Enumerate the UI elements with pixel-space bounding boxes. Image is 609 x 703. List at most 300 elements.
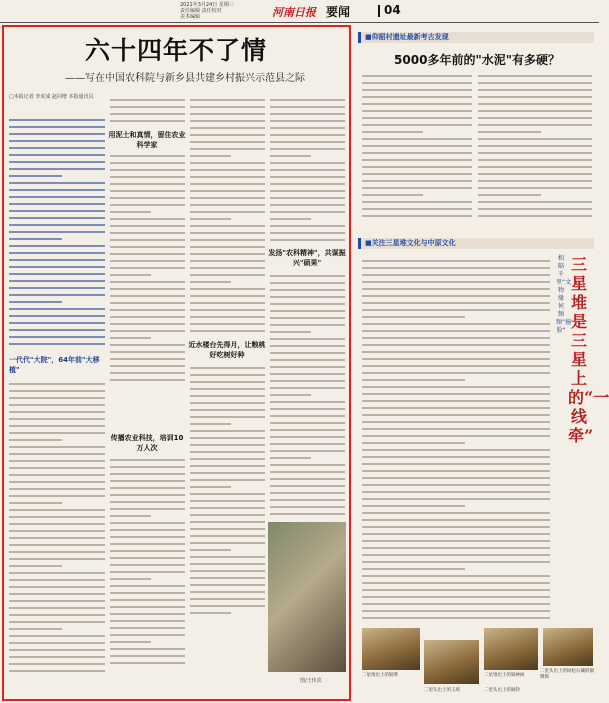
- artifact-caption-4: 二里头出土的绿松石镶嵌铜牌饰: [540, 669, 594, 680]
- text-line: [9, 509, 105, 512]
- page-number: 04: [384, 3, 401, 17]
- text-line: [110, 606, 185, 609]
- text-line: [9, 308, 105, 311]
- text-line: [190, 577, 265, 580]
- text-line: [9, 147, 105, 150]
- text-line: [9, 467, 105, 470]
- text-line: [190, 148, 265, 151]
- text-line: [270, 436, 345, 439]
- text-line: [190, 493, 265, 496]
- text-line: [110, 190, 185, 193]
- text-line: [362, 145, 472, 148]
- text-line: [9, 586, 105, 589]
- artifact-photo-3[interactable]: [484, 628, 538, 670]
- text-line: [110, 274, 151, 277]
- text-line: [362, 131, 423, 134]
- text-line: [270, 345, 345, 348]
- text-line: [9, 231, 105, 234]
- text-line: [190, 521, 265, 524]
- text-line: [110, 379, 185, 382]
- subhead-2: 传播农业科技，培训10万人次: [110, 434, 184, 452]
- vertical-headline[interactable]: 三星堆是三星上的“一线牵”: [568, 255, 609, 445]
- text-line: [190, 402, 265, 405]
- text-line: [270, 183, 345, 186]
- text-line: [9, 287, 105, 290]
- text-line: [478, 187, 592, 190]
- text-line: [9, 322, 105, 325]
- text-line: [9, 329, 105, 332]
- text-line: [190, 225, 265, 228]
- text-line: [270, 296, 345, 299]
- text-column-3b: [190, 362, 265, 617]
- text-line: [362, 386, 550, 389]
- text-line: [9, 635, 105, 638]
- text-line: [110, 529, 185, 532]
- text-line: [362, 365, 550, 368]
- text-line: [362, 309, 550, 312]
- text-line: [9, 315, 105, 318]
- text-line: [362, 596, 550, 599]
- text-line: [362, 414, 550, 417]
- text-line: [190, 528, 265, 531]
- text-line: [270, 303, 345, 306]
- text-line: [190, 155, 231, 158]
- article-photo[interactable]: [268, 522, 346, 672]
- text-line: [9, 383, 105, 386]
- text-line: [270, 99, 345, 102]
- text-line: [362, 610, 550, 613]
- subhead-3: 近水楼台先得月，让粮桃好吃树好种: [188, 341, 266, 359]
- article-byline: □本报记者 李虎成 赵同增 本报通讯员: [9, 94, 94, 100]
- text-line: [9, 551, 105, 554]
- text-line: [190, 465, 265, 468]
- text-line: [190, 479, 265, 482]
- text-line: [190, 218, 231, 221]
- text-line: [478, 89, 592, 92]
- vertical-subtitle: 相隔千里“文物缘何频频”撞脸“: [556, 255, 572, 334]
- text-line: [9, 663, 105, 666]
- editor-line-2: 美术编辑: [180, 14, 201, 20]
- divider: [378, 5, 380, 17]
- text-line: [270, 380, 345, 383]
- text-line: [362, 201, 472, 204]
- text-line: [9, 418, 105, 421]
- text-line: [9, 516, 105, 519]
- text-line: [362, 187, 472, 190]
- text-line: [362, 617, 550, 620]
- text-line: [270, 464, 345, 467]
- artifact-photo-2[interactable]: [424, 640, 479, 684]
- text-line: [110, 204, 185, 207]
- text-line: [190, 374, 265, 377]
- text-line: [362, 372, 550, 375]
- text-line: [110, 494, 185, 497]
- text-line: [9, 495, 105, 498]
- text-line: [110, 351, 185, 354]
- text-line: [270, 232, 345, 235]
- text-line: [190, 381, 265, 384]
- text-line: [110, 281, 185, 284]
- text-line: [478, 194, 541, 197]
- text-line: [9, 593, 105, 596]
- artifact-photo-1[interactable]: [362, 628, 420, 670]
- text-line: [362, 267, 550, 270]
- text-line: [190, 605, 265, 608]
- text-line: [9, 217, 105, 220]
- text-line: [362, 323, 550, 326]
- right-text-column-3: [362, 255, 550, 625]
- text-line: [270, 106, 345, 109]
- text-line: [9, 474, 105, 477]
- text-line: [9, 259, 105, 262]
- text-line: [110, 225, 185, 228]
- masthead: [0, 0, 599, 23]
- text-line: [9, 607, 105, 610]
- text-line: [270, 141, 345, 144]
- text-line: [110, 309, 185, 312]
- text-line: [9, 453, 105, 456]
- lead-text-column: [9, 114, 105, 350]
- text-line: [362, 547, 550, 550]
- text-line: [362, 138, 472, 141]
- text-line: [110, 522, 185, 525]
- text-line: [110, 627, 185, 630]
- text-line: [362, 260, 550, 263]
- text-line: [190, 134, 265, 137]
- text-line: [190, 211, 265, 214]
- text-line: [9, 614, 105, 617]
- text-line: [9, 252, 105, 255]
- text-line: [110, 197, 185, 200]
- text-line: [9, 161, 105, 164]
- text-line: [9, 294, 105, 297]
- text-line: [110, 662, 185, 665]
- text-line: [9, 565, 62, 568]
- text-line: [9, 488, 105, 491]
- text-line: [190, 274, 265, 277]
- right-text-column-2: [478, 70, 592, 220]
- text-line: [110, 515, 151, 518]
- article-title-cement[interactable]: 5000多年前的"水泥"有多硬？: [394, 53, 560, 67]
- text-line: [9, 210, 105, 213]
- text-line: [190, 563, 265, 566]
- text-line: [362, 166, 472, 169]
- text-line: [478, 201, 592, 204]
- text-line: [478, 180, 592, 183]
- text-line: [110, 487, 185, 490]
- text-line: [362, 302, 550, 305]
- text-line: [478, 159, 592, 162]
- text-line: [190, 190, 265, 193]
- text-line: [270, 373, 345, 376]
- text-line: [9, 670, 105, 673]
- text-line: [362, 568, 465, 571]
- text-line: [362, 103, 472, 106]
- text-line: [270, 204, 345, 207]
- text-line: [190, 591, 265, 594]
- article-title[interactable]: 六十四年不了情: [84, 36, 267, 65]
- text-line: [478, 75, 592, 78]
- text-line: [362, 316, 465, 319]
- text-line: [190, 246, 265, 249]
- text-line: [110, 295, 185, 298]
- text-line: [270, 415, 345, 418]
- text-line: [190, 612, 231, 615]
- text-line: [110, 183, 185, 186]
- artifact-caption-3: 二星堆出土的铜神树: [484, 673, 525, 678]
- text-line: [190, 437, 265, 440]
- text-line: [9, 411, 105, 414]
- text-line: [270, 408, 345, 411]
- text-line: [190, 253, 265, 256]
- text-line: [110, 239, 185, 242]
- text-line: [270, 148, 345, 151]
- text-line: [362, 582, 550, 585]
- text-line: [270, 317, 345, 320]
- text-line: [9, 404, 105, 407]
- text-line: [270, 155, 311, 158]
- text-line: [9, 126, 105, 129]
- text-line: [9, 656, 105, 659]
- photo-caption: 图/王伟宾: [300, 678, 322, 684]
- text-line: [362, 344, 550, 347]
- artifact-photo-4[interactable]: [543, 628, 593, 666]
- text-line: [270, 162, 345, 165]
- text-line: [190, 120, 265, 123]
- text-line: [9, 266, 105, 269]
- text-line: [270, 282, 345, 285]
- text-line: [270, 513, 345, 516]
- sidebar-heading: 一代代"大院"，64年前"大移植": [9, 356, 100, 374]
- text-line: [270, 394, 311, 397]
- text-line: [190, 267, 265, 270]
- text-line: [478, 117, 592, 120]
- text-line: [362, 456, 550, 459]
- text-line: [110, 634, 185, 637]
- text-line: [270, 338, 345, 341]
- text-line: [478, 131, 541, 134]
- text-line: [190, 302, 265, 305]
- text-line: [478, 152, 592, 155]
- text-line: [190, 507, 265, 510]
- text-line: [110, 480, 185, 483]
- text-line: [190, 288, 265, 291]
- artifact-caption-5: 二里头出土的铜铃: [484, 688, 520, 693]
- text-line: [362, 215, 472, 218]
- text-line: [478, 138, 592, 141]
- section-label-archaeology: ■仰韶村遗址最新考古发现: [358, 32, 594, 43]
- text-line: [9, 446, 105, 449]
- text-line: [110, 267, 185, 270]
- text-line: [362, 435, 550, 438]
- text-line: [190, 309, 265, 312]
- text-line: [362, 421, 550, 424]
- text-line: [270, 422, 345, 425]
- text-line: [190, 260, 265, 263]
- text-line: [110, 218, 185, 221]
- text-line: [270, 387, 345, 390]
- text-line: [9, 119, 105, 122]
- text-line: [110, 330, 185, 333]
- text-line: [270, 492, 345, 495]
- text-line: [270, 120, 345, 123]
- text-line: [362, 428, 550, 431]
- text-line: [362, 400, 550, 403]
- text-line: [110, 176, 185, 179]
- text-line: [362, 561, 550, 564]
- text-line: [362, 519, 550, 522]
- text-line: [110, 459, 185, 462]
- text-line: [362, 295, 550, 298]
- text-line: [190, 281, 231, 284]
- section-title: 要闻: [326, 5, 351, 19]
- text-line: [9, 460, 105, 463]
- text-column-4a: [270, 94, 345, 244]
- text-line: [9, 649, 105, 652]
- text-line: [190, 556, 265, 559]
- text-line: [270, 331, 311, 334]
- text-line: [362, 82, 472, 85]
- section-label-sanxingdui: ■关注三星堆文化与中原文化: [358, 238, 594, 249]
- text-line: [478, 82, 592, 85]
- text-line: [190, 451, 265, 454]
- text-line: [190, 444, 265, 447]
- text-line: [9, 621, 105, 624]
- text-line: [110, 571, 185, 574]
- text-line: [270, 197, 345, 200]
- text-line: [270, 176, 345, 179]
- text-line: [478, 145, 592, 148]
- text-line: [110, 232, 185, 235]
- text-line: [270, 443, 345, 446]
- text-line: [110, 162, 185, 165]
- text-line: [190, 570, 265, 573]
- text-line: [362, 491, 550, 494]
- text-line: [270, 478, 345, 481]
- text-line: [9, 196, 105, 199]
- text-line: [270, 211, 345, 214]
- text-line: [110, 316, 185, 319]
- text-line: [270, 134, 345, 137]
- right-text-column-1: [362, 70, 472, 220]
- text-line: [110, 337, 151, 340]
- text-line: [478, 103, 592, 106]
- text-line: [270, 457, 311, 460]
- text-line: [190, 162, 265, 165]
- text-line: [190, 113, 265, 116]
- text-line: [9, 203, 105, 206]
- text-line: [190, 323, 265, 326]
- text-line: [362, 463, 550, 466]
- text-line: [362, 512, 550, 515]
- text-line: [110, 648, 185, 651]
- text-line: [362, 407, 550, 410]
- text-line: [362, 470, 550, 473]
- text-line: [9, 301, 62, 304]
- text-line: [270, 471, 345, 474]
- text-line: [362, 505, 465, 508]
- text-line: [478, 96, 592, 99]
- text-line: [478, 110, 592, 113]
- text-line: [190, 204, 265, 207]
- text-line: [190, 232, 265, 235]
- text-line: [9, 175, 62, 178]
- text-line: [110, 550, 185, 553]
- text-line: [110, 106, 185, 109]
- text-line: [110, 288, 185, 291]
- text-line: [362, 274, 550, 277]
- text-line: [362, 449, 550, 452]
- text-line: [270, 401, 345, 404]
- text-line: [9, 628, 62, 631]
- text-line: [110, 599, 185, 602]
- text-line: [110, 641, 151, 644]
- text-line: [362, 194, 423, 197]
- text-line: [362, 288, 550, 291]
- text-line: [9, 168, 105, 171]
- text-line: [362, 477, 550, 480]
- text-line: [270, 310, 345, 313]
- text-line: [9, 140, 105, 143]
- text-column-2a: [110, 94, 185, 128]
- text-line: [9, 642, 105, 645]
- text-line: [362, 351, 550, 354]
- text-line: [110, 211, 151, 214]
- text-line: [362, 180, 472, 183]
- text-line: [9, 558, 105, 561]
- text-line: [478, 124, 592, 127]
- text-line: [270, 450, 345, 453]
- text-line: [110, 578, 151, 581]
- text-line: [9, 336, 105, 339]
- text-line: [270, 506, 345, 509]
- text-line: [270, 239, 345, 242]
- text-line: [190, 169, 265, 172]
- text-line: [270, 429, 345, 432]
- text-line: [190, 395, 265, 398]
- text-line: [110, 113, 185, 116]
- text-line: [270, 275, 345, 278]
- text-line: [190, 127, 265, 130]
- text-line: [190, 409, 265, 412]
- artifact-caption-1: 二星堆出土的铜尊: [362, 673, 398, 678]
- text-line: [270, 190, 345, 193]
- text-line: [362, 554, 550, 557]
- text-line: [110, 358, 185, 361]
- text-column-2b: [110, 150, 185, 385]
- text-line: [110, 323, 185, 326]
- text-line: [110, 344, 185, 347]
- text-line: [9, 397, 105, 400]
- subhead-4: 发扬"农科精神"，共谋振兴"硕果": [268, 249, 346, 267]
- text-line: [110, 620, 185, 623]
- text-line: [190, 106, 265, 109]
- text-line: [362, 393, 550, 396]
- text-line: [9, 133, 105, 136]
- text-line: [190, 549, 231, 552]
- text-line: [190, 197, 265, 200]
- text-line: [362, 484, 550, 487]
- article-subtitle: ——写在中国农科院与新乡县共建乡村振兴示范县之际: [65, 73, 305, 84]
- text-line: [110, 372, 185, 375]
- text-line: [270, 366, 345, 369]
- text-line: [110, 365, 185, 368]
- text-line: [362, 533, 550, 536]
- text-line: [9, 432, 105, 435]
- text-line: [9, 600, 105, 603]
- text-line: [270, 289, 345, 292]
- text-line: [110, 246, 185, 249]
